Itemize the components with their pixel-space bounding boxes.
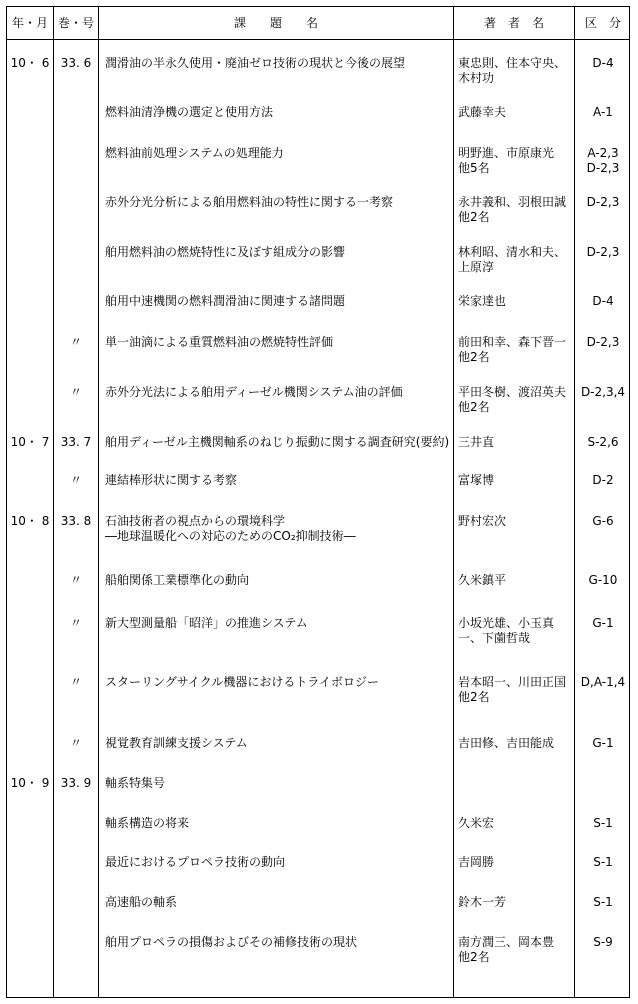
row-title-line: 赤外分光法による舶用ディーゼル機関システム油の評価 bbox=[105, 385, 403, 399]
row-title bbox=[99, 736, 453, 751]
row-category bbox=[575, 573, 631, 588]
row-title bbox=[99, 473, 453, 488]
row-category-line: D-2,3 bbox=[586, 245, 620, 259]
row-title-line: 新大型測量船「昭洋」の推進システム bbox=[105, 616, 308, 630]
row-authors-line: 三井直 bbox=[458, 435, 495, 449]
row-category-line: D-2 bbox=[592, 473, 614, 487]
row-authors bbox=[454, 573, 574, 588]
row-authors bbox=[454, 146, 574, 176]
row-title bbox=[99, 855, 453, 870]
row-title-line: 船舶関係工業標準化の動向 bbox=[105, 573, 250, 587]
row-authors bbox=[454, 56, 574, 86]
row-date: 10・ 9 bbox=[10, 776, 50, 790]
row-title bbox=[99, 675, 453, 690]
row-title bbox=[99, 146, 453, 161]
header-date: 年・月 bbox=[11, 16, 48, 30]
row-authors-line: 岩本昭一、川田正国 bbox=[458, 675, 567, 689]
row-category-line: D,A-1,4 bbox=[580, 675, 626, 689]
row-category-line: D-2,3 bbox=[586, 161, 620, 175]
row-title bbox=[99, 573, 453, 588]
header-authors: 著 者 名 bbox=[483, 16, 544, 30]
header-title: 課 題 名 bbox=[233, 16, 318, 30]
row-authors-line: 他2名 bbox=[458, 400, 490, 414]
row-authors-line: 木村功 bbox=[458, 71, 495, 85]
row-authors bbox=[454, 675, 574, 705]
row-authors-line: 東忠則、住本守央、 bbox=[458, 56, 567, 70]
row-volume: 〃 bbox=[69, 335, 82, 349]
row-authors bbox=[454, 855, 574, 870]
row-volume: 〃 bbox=[69, 616, 82, 630]
row-title-line: 単一油滴による重質燃料油の燃焼特性評価 bbox=[105, 335, 334, 349]
row-volume: 〃 bbox=[69, 385, 82, 399]
row-volume: 33. 6 bbox=[60, 56, 92, 70]
row-category-line: S-1 bbox=[593, 855, 613, 869]
row-authors-line: 明野進、市原康光 bbox=[458, 146, 555, 160]
row-authors-line: 久米宏 bbox=[458, 816, 495, 830]
row-authors-line: 上原淳 bbox=[458, 260, 495, 274]
row-category bbox=[575, 816, 631, 831]
row-authors bbox=[454, 514, 574, 529]
row-title bbox=[99, 435, 453, 450]
row-authors bbox=[454, 435, 574, 450]
row-title bbox=[99, 616, 453, 631]
row-title-line: スターリングサイクル機器におけるトライボロジー bbox=[105, 675, 379, 689]
row-date: 10・ 7 bbox=[10, 435, 50, 449]
journal-index-table bbox=[6, 6, 630, 998]
column-divider bbox=[53, 7, 54, 997]
row-category-line: D-2,3,4 bbox=[580, 385, 626, 399]
row-authors-line: 永井義和、羽根田誠 bbox=[458, 195, 567, 209]
row-title-line: 軸系構造の将来 bbox=[105, 816, 190, 830]
row-title-line: ―地球温暖化への対応のためのCO₂抑制技術― bbox=[105, 529, 356, 543]
row-authors-line: 富塚博 bbox=[458, 473, 495, 487]
row-date: 10・ 8 bbox=[10, 514, 50, 528]
row-category-line: S-1 bbox=[593, 816, 613, 830]
row-title-line: 石油技術者の視点からの環境科学 bbox=[105, 514, 286, 528]
row-title-line: 潤滑油の半永久使用・廃油ゼロ技術の現状と今後の展望 bbox=[105, 56, 406, 70]
row-authors-line: 武藤幸夫 bbox=[458, 105, 507, 119]
row-authors bbox=[454, 294, 574, 309]
row-authors-line: 他2名 bbox=[458, 950, 490, 964]
row-category-line: S-1 bbox=[593, 895, 613, 909]
row-volume: 〃 bbox=[69, 573, 82, 587]
row-volume: 〃 bbox=[69, 473, 82, 487]
header-category: 区 分 bbox=[584, 16, 621, 30]
row-category-line: G-1 bbox=[592, 616, 614, 630]
row-category bbox=[575, 435, 631, 450]
row-title-line: 連結棒形状に関する考察 bbox=[105, 473, 238, 487]
row-category bbox=[575, 294, 631, 309]
row-title bbox=[99, 514, 453, 544]
row-authors bbox=[454, 385, 574, 415]
row-volume: 33. 7 bbox=[60, 435, 92, 449]
row-authors-line: 野村宏次 bbox=[458, 514, 507, 528]
row-title-line: 舶用中速機関の燃料潤滑油に関連する諸問題 bbox=[105, 294, 346, 308]
row-category-line: D-4 bbox=[592, 294, 614, 308]
row-authors-line: 他2名 bbox=[458, 210, 490, 224]
row-authors bbox=[454, 816, 574, 831]
row-title bbox=[99, 935, 453, 950]
row-category bbox=[575, 146, 631, 176]
row-authors bbox=[454, 616, 574, 646]
header-volume: 巻・号 bbox=[57, 16, 94, 30]
row-category bbox=[575, 895, 631, 910]
row-authors bbox=[454, 736, 574, 751]
row-authors bbox=[454, 195, 574, 225]
row-authors-line: 吉田修、吉田能成 bbox=[458, 736, 555, 750]
row-category bbox=[575, 195, 631, 210]
row-volume: 33. 9 bbox=[60, 776, 92, 790]
row-title-line: 軸系特集号 bbox=[105, 776, 166, 790]
row-authors bbox=[454, 473, 574, 488]
row-authors-line: 平田冬樹、渡沼英夫 bbox=[458, 385, 567, 399]
row-title bbox=[99, 105, 453, 120]
row-authors bbox=[454, 895, 574, 910]
row-title-line: 舶用燃料油の燃焼特性に及ぼす組成分の影響 bbox=[105, 245, 346, 259]
row-title bbox=[99, 56, 453, 71]
row-authors-line: 小坂光雄、小玉真 bbox=[458, 616, 555, 630]
row-title-line: 赤外分光分析による舶用燃料油の特性に関する一考察 bbox=[105, 195, 394, 209]
row-category bbox=[575, 56, 631, 71]
row-title-line: 高速船の軸系 bbox=[105, 895, 178, 909]
row-title-line: 燃料油前処理システムの処理能力 bbox=[105, 146, 284, 160]
row-title bbox=[99, 294, 453, 309]
row-authors bbox=[454, 935, 574, 965]
row-category bbox=[575, 514, 631, 529]
row-category bbox=[575, 385, 631, 400]
row-category bbox=[575, 245, 631, 260]
row-category-line: G-1 bbox=[592, 736, 614, 750]
row-authors-line: 林利昭、清水和夫、 bbox=[458, 245, 567, 259]
row-category-line: S-9 bbox=[593, 935, 613, 949]
row-authors-line: 鈴木一芳 bbox=[458, 895, 507, 909]
row-category bbox=[575, 855, 631, 870]
row-title bbox=[99, 776, 453, 791]
row-title bbox=[99, 816, 453, 831]
row-title-line: 舶用ディーゼル主機関軸系のねじり振動に関する調査研究(要約) bbox=[105, 435, 450, 449]
row-volume: 〃 bbox=[69, 675, 82, 689]
row-authors-line: 前田和幸、森下晋一 bbox=[458, 335, 567, 349]
row-title bbox=[99, 335, 453, 350]
row-category bbox=[575, 935, 631, 950]
row-authors-line: 久米鎮平 bbox=[458, 573, 507, 587]
row-authors-line: 栄家達也 bbox=[458, 294, 507, 308]
row-category-line: D-2,3 bbox=[586, 335, 620, 349]
row-category-line: A-2,3 bbox=[587, 146, 619, 160]
row-category-line: D-4 bbox=[592, 56, 614, 70]
row-category bbox=[575, 675, 631, 690]
row-category-line: G-10 bbox=[588, 573, 618, 587]
row-category-line: A-1 bbox=[593, 105, 613, 119]
row-volume: 〃 bbox=[69, 736, 82, 750]
row-category bbox=[575, 616, 631, 631]
row-category-line: D-2,3 bbox=[586, 195, 620, 209]
header-divider bbox=[7, 39, 629, 40]
row-authors-line: 他5名 bbox=[458, 161, 490, 175]
row-title-line: 燃料油清浄機の選定と使用方法 bbox=[105, 105, 274, 119]
row-authors-line: 一、下薗哲哉 bbox=[458, 631, 531, 645]
row-title-line: 最近におけるプロペラ技術の動向 bbox=[105, 855, 286, 869]
row-category bbox=[575, 335, 631, 350]
row-category bbox=[575, 473, 631, 488]
row-title bbox=[99, 245, 453, 260]
row-title bbox=[99, 385, 453, 400]
row-date: 10・ 6 bbox=[10, 56, 50, 70]
row-authors bbox=[454, 245, 574, 275]
row-category bbox=[575, 105, 631, 120]
row-volume: 33. 8 bbox=[60, 514, 92, 528]
row-category-line: S-2,6 bbox=[587, 435, 619, 449]
row-authors-line: 吉岡勝 bbox=[458, 855, 495, 869]
row-title bbox=[99, 895, 453, 910]
row-category bbox=[575, 736, 631, 751]
row-title-line: 視覚教育訓練支援システム bbox=[105, 736, 248, 750]
row-title-line: 舶用プロペラの損傷およびその補修技術の現状 bbox=[105, 935, 358, 949]
row-authors-line: 他2名 bbox=[458, 690, 490, 704]
row-authors bbox=[454, 105, 574, 120]
row-authors-line: 南方潤三、岡本豊 bbox=[458, 935, 555, 949]
row-authors bbox=[454, 335, 574, 365]
row-title bbox=[99, 195, 453, 210]
row-category-line: G-6 bbox=[592, 514, 614, 528]
row-authors-line: 他2名 bbox=[458, 350, 490, 364]
